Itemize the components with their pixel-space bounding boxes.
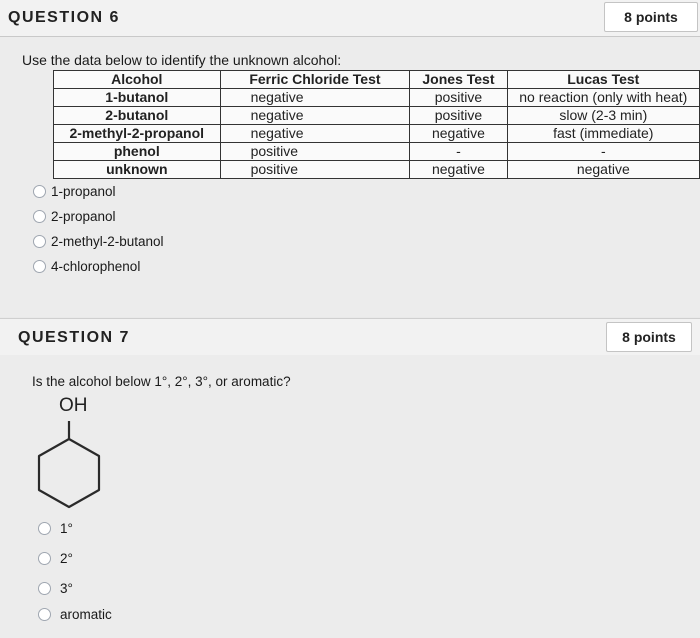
cell-lucas: slow (2-3 min) <box>507 107 699 125</box>
header-jones: Jones Test <box>410 71 507 89</box>
cell-alcohol: 1-butanol <box>54 89 221 107</box>
cell-jones: negative <box>410 125 507 143</box>
cell-ferric: positive <box>220 143 410 161</box>
radio-button[interactable] <box>38 608 51 621</box>
cell-alcohol: phenol <box>54 143 221 161</box>
q7-option-4[interactable] <box>38 607 112 622</box>
table-row <box>54 89 700 107</box>
cell-jones: positive <box>410 89 507 107</box>
table-row <box>54 107 700 125</box>
cell-lucas: - <box>507 143 699 161</box>
cell-alcohol: unknown <box>54 161 221 179</box>
question-7-points: 8 points <box>606 322 692 352</box>
table-row <box>54 125 700 143</box>
radio-button[interactable] <box>38 522 51 535</box>
radio-button[interactable] <box>38 552 51 565</box>
cell-jones: positive <box>410 107 507 125</box>
cell-lucas: no reaction (only with heat) <box>507 89 699 107</box>
option-label: 1° <box>60 521 73 536</box>
hydroxyl-label: OH <box>59 395 88 416</box>
cell-lucas: negative <box>507 161 699 179</box>
table-row <box>54 161 700 179</box>
header-lucas: Lucas Test <box>507 71 699 89</box>
cell-ferric: positive <box>220 161 410 179</box>
header-ferric-chloride: Ferric Chloride Test <box>220 71 410 89</box>
q6-option-1[interactable] <box>33 184 116 199</box>
q7-option-2[interactable] <box>38 551 73 566</box>
question-6-header <box>0 0 700 37</box>
option-label: aromatic <box>60 607 112 622</box>
cell-ferric: negative <box>220 107 410 125</box>
option-label: 1-propanol <box>51 184 116 199</box>
cell-ferric: negative <box>220 125 410 143</box>
radio-button[interactable] <box>33 185 46 198</box>
option-label: 2-methyl-2-butanol <box>51 234 164 249</box>
question-7-title: QUESTION 7 <box>18 329 130 346</box>
alcohol-test-table <box>53 70 700 179</box>
question-6-prompt: Use the data below to identify the unknown alcohol: <box>22 52 342 68</box>
question-7-header <box>0 318 700 356</box>
question-7-prompt: Is the alcohol below 1°, 2°, 3°, or aromatic? <box>32 374 291 389</box>
cell-jones: - <box>410 143 507 161</box>
cell-lucas: fast (immediate) <box>507 125 699 143</box>
q6-option-3[interactable] <box>33 234 164 249</box>
option-label: 2-propanol <box>51 209 116 224</box>
option-label: 2° <box>60 551 73 566</box>
radio-button[interactable] <box>33 260 46 273</box>
header-alcohol: Alcohol <box>54 71 221 89</box>
table-row <box>54 143 700 161</box>
option-label: 3° <box>60 581 73 596</box>
cyclohexane-ring-icon <box>30 417 120 527</box>
q6-option-4[interactable] <box>33 259 140 274</box>
question-6-points: 8 points <box>604 2 698 32</box>
cell-ferric: negative <box>220 89 410 107</box>
radio-button[interactable] <box>38 582 51 595</box>
table-header-row <box>54 71 700 89</box>
q7-option-1[interactable] <box>38 521 73 536</box>
q7-option-3[interactable] <box>38 581 73 596</box>
cell-alcohol: 2-butanol <box>54 107 221 125</box>
q6-option-2[interactable] <box>33 209 116 224</box>
cell-alcohol: 2-methyl-2-propanol <box>54 125 221 143</box>
cell-jones: negative <box>410 161 507 179</box>
question-6-title: QUESTION 6 <box>8 9 120 26</box>
radio-button[interactable] <box>33 235 46 248</box>
option-label: 4-chlorophenol <box>51 259 141 274</box>
radio-button[interactable] <box>33 210 46 223</box>
